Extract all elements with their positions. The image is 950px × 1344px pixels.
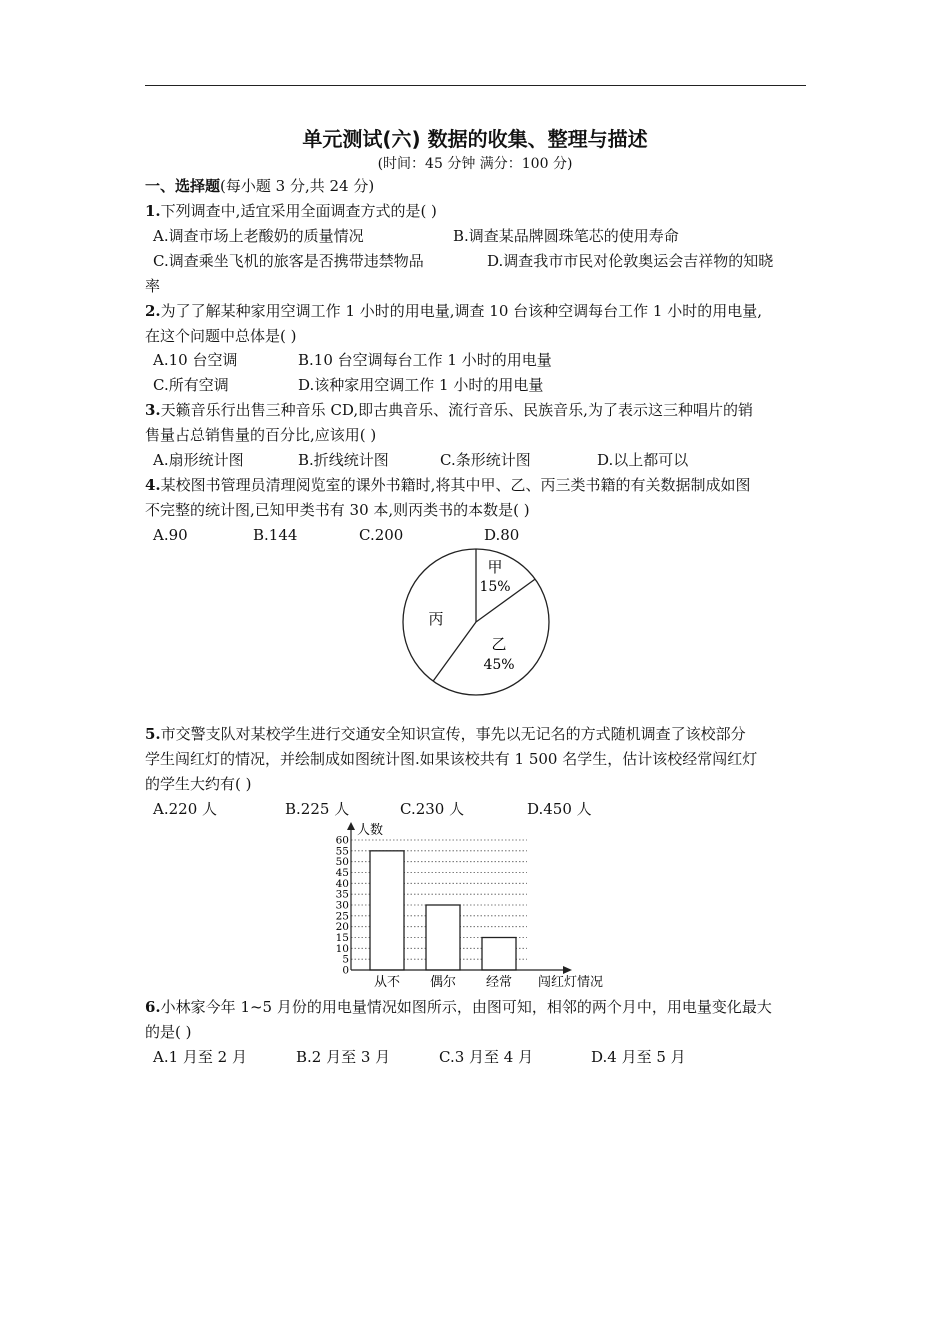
pie-value-yi: 45% — [483, 657, 515, 673]
q2-stem-text: 为了了解某种家用空调工作 1 小时的用电量,调查 10 台该种空调每台工作 1 小时的用电量, — [160, 302, 762, 320]
bar-x-label: 闯红灯情况 — [538, 975, 604, 990]
q6-stem-line2: 的是( ) — [145, 1023, 192, 1041]
bar-y-tick-label: 40 — [335, 877, 349, 890]
q3-stem — [145, 400, 753, 420]
q5-option-d: D.450 人 — [527, 800, 592, 818]
page-title: 单元测试(六) 数据的收集、整理与描述 — [302, 127, 648, 151]
q4-option-d: D.80 — [484, 526, 520, 544]
bar-y-tick-label: 0 — [342, 964, 349, 977]
pie-label-bing: 丙 — [428, 610, 444, 628]
q3-option-a: A.扇形统计图 — [153, 451, 244, 469]
q3-number: 3. — [145, 401, 161, 419]
q1-option-d-cont: 率 — [145, 277, 161, 295]
bar-category-label: 偶尔 — [429, 975, 457, 990]
bar-1 — [370, 851, 404, 970]
section-note: (每小题 3 分,共 24 分) — [220, 177, 375, 195]
bar-y-tick-label: 5 — [342, 953, 349, 966]
bar-y-tick-label: 45 — [335, 867, 349, 879]
pie-value-jia: 15% — [479, 579, 511, 595]
bar-series — [370, 851, 516, 990]
q6-option-c: C.3 月至 4 月 — [439, 1048, 534, 1066]
q5-option-b: B.225 人 — [285, 800, 350, 818]
q5-stem — [145, 724, 746, 744]
bar-x-axis-arrow — [563, 966, 572, 974]
q2-option-d: D.该种家用空调工作 1 小时的用电量 — [298, 376, 544, 394]
q2-stem-line2: 在这个问题中总体是( ) — [145, 327, 297, 345]
pie-divider-bing-start — [433, 622, 476, 681]
q2-option-a: A.10 台空调 — [153, 351, 238, 369]
top-rule — [145, 85, 806, 86]
page-subtitle: (时间：45 分钟 满分：100 分) — [377, 156, 573, 172]
bar-y-tick-label: 60 — [335, 834, 349, 847]
q5-stem-line2: 学生闯红灯的情况，并绘制成如图统计图.如果该校共有 1 500 名学生，估计该校经常闯红灯 — [145, 750, 758, 768]
q5-number: 5. — [145, 725, 161, 743]
bar-y-tick-label: 50 — [335, 856, 349, 869]
q2-stem — [145, 301, 762, 321]
q4-stem-text: 某校图书管理员清理阅览室的课外书籍时,将其中甲、乙、丙三类书籍的有关数据制成如图 — [160, 476, 751, 494]
pie-label-jia: 甲 — [487, 558, 503, 576]
q2-number: 2. — [145, 302, 161, 320]
bar-y-tick-label: 30 — [335, 899, 349, 912]
q1-option-c: C.调查乘坐飞机的旅客是否携带违禁物品 — [153, 252, 424, 270]
q5-option-a: A.220 人 — [153, 800, 217, 818]
q6-stem-text: 小林家今年 1~5 月份的用电量情况如图所示，由图可知，相邻的两个月中，用电量变化最大 — [160, 998, 772, 1016]
q4-number: 4. — [145, 476, 161, 494]
bar-y-label: 人数 — [357, 823, 384, 838]
q4-stem-line2: 不完整的统计图,已知甲类书有 30 本,则丙类书的本数是( ) — [145, 501, 530, 519]
bar-y-axis-arrow — [347, 822, 355, 830]
q4-option-c: C.200 — [359, 526, 404, 544]
q4-option-b: B.144 — [253, 526, 298, 544]
bar-category-label: 从不 — [373, 975, 401, 990]
bar-3 — [482, 938, 516, 971]
bar-2 — [426, 905, 460, 970]
bar-y-tick-label: 15 — [335, 932, 349, 944]
section-title: 一、选择题 — [145, 177, 221, 195]
q5-stem-line3: 的学生大约有( ) — [145, 775, 252, 793]
q3-stem-line2: 售量占总销售量的百分比,应该用( ) — [145, 426, 377, 444]
pie-label-yi: 乙 — [491, 635, 507, 653]
q1-stem — [145, 201, 437, 221]
q1-stem-text: 下列调查中,适宜采用全面调查方式的是( ) — [160, 202, 437, 220]
pie-chart — [395, 548, 560, 698]
bar-y-tick-label: 55 — [335, 845, 349, 858]
bar-y-tick-label: 20 — [335, 921, 349, 934]
q5-option-c: C.230 人 — [400, 800, 465, 818]
q4-option-a: A.90 — [153, 526, 188, 544]
q1-option-b: B.调查某品牌圆珠笔芯的使用寿命 — [453, 227, 679, 245]
q1-option-d: D.调查我市市民对伦敦奥运会吉祥物的知晓 — [487, 252, 774, 270]
bar-y-tick-label: 35 — [335, 888, 349, 901]
q2-option-c: C.所有空调 — [153, 376, 229, 394]
bar-y-tick-label: 10 — [335, 942, 349, 955]
q5-stem-text: 市交警支队对某校学生进行交通安全知识宣传，事先以无记名的方式随机调查了该校部分 — [160, 725, 746, 743]
q6-option-d: D.4 月至 5 月 — [591, 1048, 686, 1066]
q2-option-b: B.10 台空调每台工作 1 小时的用电量 — [298, 351, 552, 369]
bar-y-ticks — [336, 835, 349, 977]
q6-stem — [145, 997, 772, 1017]
q1-option-a: A.调查市场上老酸奶的质量情况 — [153, 227, 364, 245]
q3-option-c: C.条形统计图 — [440, 451, 531, 469]
q6-option-a: A.1 月至 2 月 — [153, 1048, 247, 1066]
q3-option-d: D.以上都可以 — [597, 451, 689, 469]
bar-category-label: 经常 — [485, 975, 513, 990]
q3-stem-text: 天籁音乐行出售三种音乐 CD,即古典音乐、流行音乐、民族音乐,为了表示这三种唱片的销 — [160, 401, 753, 419]
q4-stem — [145, 475, 750, 495]
section-heading — [145, 176, 374, 196]
q1-number: 1. — [145, 202, 161, 220]
bar-y-tick-label: 25 — [335, 910, 349, 923]
q6-option-b: B.2 月至 3 月 — [296, 1048, 391, 1066]
q3-option-b: B.折线统计图 — [298, 451, 389, 469]
bar-chart — [325, 820, 625, 992]
q6-number: 6. — [145, 998, 161, 1016]
